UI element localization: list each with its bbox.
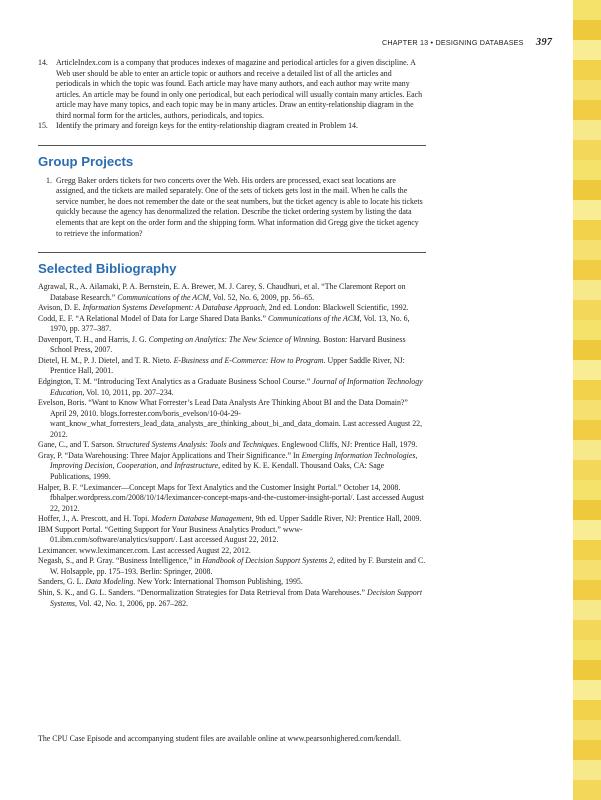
entry-text: 9th ed. Upper Saddle River, NJ: Prentice Hall, 2009. (253, 514, 422, 524)
edge-stripe (573, 440, 601, 460)
entry-text: Halper, B. F. “Leximancer—Concept Maps for Text Analytics and the Customer Insight Portal.” October 14, 2008. fbhalper.wordpress.com/2008/10/14/leximancer-concept-maps-and-the-customer-insight-portal/. Last accessed August 22, 2012. (38, 482, 424, 513)
edge-stripe (573, 240, 601, 260)
edge-stripe (573, 60, 601, 80)
entry-text: Negash, S., and P. Gray. “Business Intelligence,” in (38, 556, 203, 566)
edge-stripe (573, 160, 601, 180)
main-content (38, 58, 426, 609)
edge-stripe (573, 400, 601, 420)
bibliography-entry (38, 588, 426, 609)
entry-italic-title: Communications of the ACM, (267, 313, 362, 323)
entry-text: Sanders, G. L. (38, 577, 86, 587)
section-divider (38, 252, 426, 253)
bibliography-entry (38, 546, 426, 557)
bibliography-entry (38, 356, 426, 377)
edge-stripe (573, 640, 601, 660)
edge-stripe (573, 500, 601, 520)
entry-italic-title: Journal of Information Technology Education, (50, 377, 423, 397)
problem-item (38, 58, 426, 121)
entry-italic-title: Modern Database Management, (151, 514, 254, 524)
edge-stripe (573, 680, 601, 700)
entry-italic-title: Handbook of Decision Support Systems 2, (202, 556, 336, 566)
entry-text: Vol. 10, 2011, pp. 207–234. (84, 387, 174, 397)
entry-text: Gane, C., and T. Sarson. (38, 440, 117, 450)
edge-stripe (573, 20, 601, 40)
edge-stripe (573, 560, 601, 580)
entry-italic-title: E-Business and E-Commerce: How to Program. (173, 355, 326, 365)
entry-italic-title: Competing on Analytics: The New Science of Winning. (148, 334, 322, 344)
problem-text: Identify the primary and foreign keys for the entity-relationship diagram created in Problem 14. (56, 121, 358, 131)
chapter-label: CHAPTER 13 (382, 38, 429, 47)
edge-stripe (573, 40, 601, 60)
project-text: Gregg Baker orders tickets for two concerts over the Web. His orders are processed, exact seat locations are assigned, and the tickets are mailed separately. One of the sets of tickets gets lost in the mail. When he calls the service number, he does not remember the date or the seat numbers, but the ticket agency is able to locate his tickets quickly because the agency has denormalized the relation. Describe the ticket ordering system by listing the data elements that are kept on the order form and the shipping form. What information did Gregg give the ticket agency to retrieve the information? (56, 175, 423, 238)
entry-italic-title: Structured Systems Analysis: Tools and Techniques. (116, 440, 280, 450)
edge-stripe (573, 120, 601, 140)
entry-text: Vol. 52, No. 6, 2009, pp. 56–65. (210, 292, 315, 302)
bibliography-entry (38, 314, 426, 335)
edge-stripe (573, 760, 601, 780)
entry-text: Hoffer, J., A. Prescott, and H. Topi. (38, 514, 152, 524)
problem-item (38, 121, 426, 132)
problem-list (38, 58, 426, 132)
project-number: 1. (46, 175, 52, 185)
bibliography-entry (38, 282, 426, 303)
entry-text: edited by K. E. Kendall. Thousand Oaks, CA: Sage Publications, 1999. (50, 461, 385, 481)
bibliography-entry (38, 303, 426, 314)
edge-stripe (573, 540, 601, 560)
edge-stripe (573, 260, 601, 280)
entry-text: Englewood Cliffs, NJ: Prentice Hall, 1979. (279, 440, 418, 450)
edge-stripe (573, 580, 601, 600)
problem-number: 14. (38, 58, 48, 67)
edge-stripe (573, 340, 601, 360)
edge-stripe (573, 0, 601, 20)
bibliography-entry (38, 525, 426, 546)
bibliography-entry (38, 483, 426, 515)
entry-text: New York: International Thomson Publishing, 1995. (135, 577, 303, 587)
edge-stripe (573, 380, 601, 400)
edge-stripe (573, 720, 601, 740)
problem-number: 15. (38, 121, 48, 131)
entry-italic-title: Decision Support Systems, (50, 587, 423, 608)
bibliography-list (38, 282, 426, 609)
edge-stripe (573, 100, 601, 120)
edge-stripe (573, 600, 601, 620)
entry-text: Edgington, T. M. “Introducing Text Analytics as a Graduate Business School Course.” (38, 377, 313, 387)
entry-text: Davenport, T. H., and Harris, J. G. (38, 334, 149, 344)
entry-text: Vol. 42, No. 1, 2006, pp. 267–282. (76, 598, 189, 608)
edge-stripe (573, 140, 601, 160)
edge-stripe (573, 280, 601, 300)
entry-text: edited by F. Burstein and C. W. Holsapple, pp. 175–193. Berlin: Springer, 2008. (50, 556, 426, 576)
entry-italic-title: Communications of the ACM, (117, 292, 211, 302)
running-header (382, 37, 552, 48)
entry-italic-title: Information Systems Development: A Database Approach, (82, 303, 267, 313)
bibliography-entry (38, 440, 426, 451)
edge-stripe (573, 660, 601, 680)
edge-stripe (573, 220, 601, 240)
problem-text: ArticleIndex.com is a company that produces indexes of magazine and periodical articles for a given discipline. A Web user should be able to enter an article topic or authors and receive a detailed list of all the articles and periodicals in which the topic was found. Each article may have many authors, and each author may write many articles. An article may be found in only one periodical, but each periodical will usually contain many articles. Each article may have many topics, and each topic may be in many articles. Draw an entity-relationship diagram in the third normal form for the articles, authors, periodicals, and topics. (56, 58, 423, 120)
entry-text: IBM Support Portal. “Getting Support for Your Business Analytics Product.” www-01.ibm.com/software/analytics/support/. Last accessed August 22, 2012. (38, 524, 303, 545)
entry-text: Avison, D. E. (38, 303, 83, 313)
entry-text: Leximancer. www.leximancer.com. Last accessed August 22, 2012. (38, 545, 251, 555)
edge-stripe (573, 300, 601, 320)
bibliography-entry (38, 556, 426, 577)
entry-text: Evelson, Boris. “Want to Know What Forrester’s Lead Data Analysts Are Thinking About BI and the Data Domain?” April 29, 2010. blogs.forrester.com/boris_evelson/10-04-29-want_know_what_forresters_lead_data_analysts_are_thinking_about_bi_and_data_domain. Last accessed August 22, 2012. (38, 398, 423, 439)
bibliography-entry (38, 377, 426, 398)
edge-stripe (573, 360, 601, 380)
edge-stripe (573, 740, 601, 760)
edge-stripe (573, 700, 601, 720)
edge-stripe (573, 320, 601, 340)
bibliography-entry (38, 451, 426, 483)
entry-text: Shin, S. K., and G. L. Sanders. “Denormalization Strategies for Data Retrieval from Data Warehouses.” (38, 587, 367, 597)
group-projects-heading: Group Projects (38, 153, 134, 169)
bibliography-heading: Selected Bibliography (38, 261, 177, 277)
entry-text: Agrawal, R., A. Ailamaki, P. A. Bernstein, E. A. Brewer, M. J. Carey, S. Chaudhuri, et al. “The Claremont Report on Database Research.” (38, 282, 406, 302)
edge-stripe (573, 780, 601, 800)
entry-italic-title: Data Modeling. (85, 577, 136, 587)
edge-stripe (573, 520, 601, 540)
edge-stripe (573, 200, 601, 220)
entry-text: Boston: Harvard Business School Press, 2007. (50, 334, 406, 355)
bibliography-entry (38, 577, 426, 588)
bibliography-entry (38, 398, 426, 440)
entry-text: Dietel, H. M., P. J. Dietel, and T. R. Nieto. (38, 355, 174, 365)
header-bullet: • (430, 38, 434, 47)
edge-stripe (573, 480, 601, 500)
entry-text: Upper Saddle River, NJ: Prentice Hall, 2001. (50, 355, 405, 376)
entry-text: Codd, E. F. “A Relational Model of Data for Large Shared Data Banks.” (38, 313, 268, 323)
bibliography-entry (38, 335, 426, 356)
group-project-item (38, 176, 426, 239)
bibliography-entry (38, 514, 426, 525)
entry-italic-title: Emerging Information Technologies, Improving Decision, Cooperation, and Infrastructure, (50, 450, 418, 471)
page-edge-color-strip (573, 0, 601, 800)
footer-note: The CPU Case Episode and accompanying student files are available online at www.pearsonhighered.com/kendall. (38, 734, 402, 743)
edge-stripe (573, 460, 601, 480)
chapter-title: DESIGNING DATABASES (435, 38, 524, 47)
entry-text: 2nd ed. London: Blackwell Scientific, 1992. (266, 303, 409, 313)
section-divider (38, 145, 426, 146)
entry-text: Vol. 13, No. 6, 1970, pp. 377–387. (50, 313, 410, 334)
page-number: 397 (535, 37, 553, 48)
edge-stripe (573, 620, 601, 640)
entry-text: Gray, P. “Data Warehousing: Three Major Applications and Their Significance.” In (38, 450, 302, 460)
edge-stripe (573, 80, 601, 100)
edge-stripe (573, 420, 601, 440)
edge-stripe (573, 180, 601, 200)
